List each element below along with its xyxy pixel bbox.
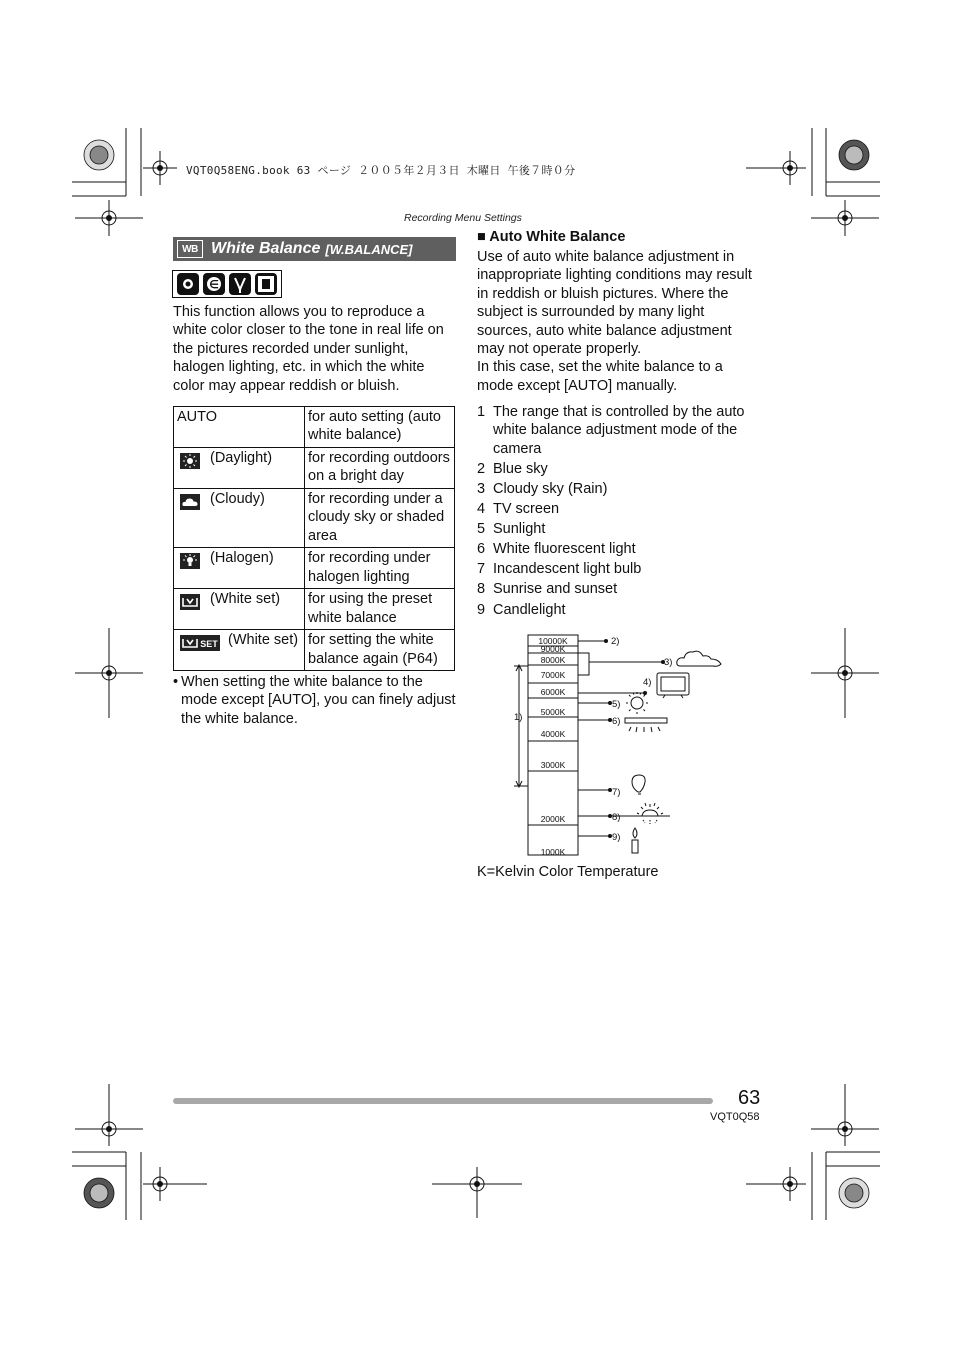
pointer-label: 4) xyxy=(643,677,652,688)
white-balance-table xyxy=(173,406,455,671)
kelvin-label: 1000K xyxy=(540,847,566,857)
kelvin-label: 2000K xyxy=(540,814,566,824)
list-item: 4 TV screen xyxy=(477,501,560,518)
section-subtitle: [W.BALANCE] xyxy=(325,241,413,257)
mode-description: for recording under a cloudy sky or shaded area xyxy=(308,491,445,544)
sunrise-pictogram xyxy=(637,803,663,824)
auto-wb-para1: Use of auto white balance adjustment in inappropriate lighting conditions may result in reddish or bluish pictures. Where the subject is surrounded by many light sources, auto white balance adjustment may not operate properly. xyxy=(477,249,752,358)
mode-description: for using the preset white balance xyxy=(308,591,433,626)
running-head: Recording Menu Settings xyxy=(404,212,522,224)
kelvin-label: 6000K xyxy=(540,687,566,697)
svg-text:∈: ∈ xyxy=(209,279,219,291)
cloud-icon xyxy=(180,494,200,510)
fluorescent-pictogram xyxy=(625,718,667,732)
kelvin-label: 8000K xyxy=(540,655,566,665)
white-balance-icon: WB xyxy=(177,240,203,258)
kelvin-label: 9000K xyxy=(540,644,566,654)
pointer-label: 8) xyxy=(612,812,621,823)
mode-description: for recording outdoors on a bright day xyxy=(308,450,450,485)
mode-description: for auto setting (auto white balance) xyxy=(308,409,441,444)
tv-pictogram xyxy=(657,673,689,698)
list-item: 8 Sunrise and sunset xyxy=(477,581,618,598)
pointer-label: 3) xyxy=(664,657,673,668)
kelvin-label: 3000K xyxy=(540,760,566,770)
list-item: 7 Incandescent light bulb xyxy=(477,561,642,578)
pointer-label: 7) xyxy=(612,787,621,798)
list-item: 1 The range that is controlled by the auto white balance adjustment mode of the camera xyxy=(477,404,745,457)
auto-wb-heading: ■ Auto White Balance xyxy=(477,229,626,245)
model-code: VQT0Q58 xyxy=(710,1111,760,1123)
kelvin-label: 5000K xyxy=(540,707,566,717)
print-info: VQT0Q58ENG.book 63 ページ ２００５年２月３日 木曜日 午後７時０分 xyxy=(186,164,576,177)
table-row xyxy=(174,407,455,448)
table-row xyxy=(174,630,455,671)
mode-label: (Halogen) xyxy=(210,550,274,567)
table-row xyxy=(174,589,455,630)
auto-wb-body xyxy=(477,248,763,395)
halogen-icon xyxy=(180,553,200,569)
note-text: When setting the white balance to the mode except [AUTO], you can finely adjust the white balance. xyxy=(181,674,456,727)
mode-label: (White set) xyxy=(228,632,299,649)
list-item: 3 Cloudy sky (Rain) xyxy=(477,481,608,497)
intro-text: This function allows you to reproduce a white color closer to the tone in real life on the pictures recorded under sunlight, halogen lighting, etc. in which the white color may appear reddish or bluish. xyxy=(173,304,444,394)
mode-description: for recording under halogen lighting xyxy=(308,550,431,585)
list-item: 6 White fluorescent light xyxy=(477,541,636,558)
list-item: 5 Sunlight xyxy=(477,521,546,538)
list-item: 2 Blue sky xyxy=(477,460,548,477)
table-row xyxy=(174,489,455,548)
mode-description: for setting the white balance again (P64) xyxy=(308,632,438,667)
footer-rule xyxy=(173,1098,713,1104)
auto-wb-para2: In this case, set the white balance to a mode except [AUTO] manually. xyxy=(477,359,723,394)
pointer-label: 9) xyxy=(612,832,621,843)
mode-label: (White set) xyxy=(210,591,281,608)
bullet: • xyxy=(173,674,179,690)
sun-icon xyxy=(180,453,200,469)
pointer-label: 2) xyxy=(611,636,620,647)
page-number: 63 xyxy=(738,1087,761,1109)
kelvin-label: 7000K xyxy=(540,670,566,680)
candle-pictogram xyxy=(632,828,638,853)
mode-icons-strip xyxy=(177,273,281,295)
pointer-label: 6) xyxy=(612,716,621,727)
section-title: White Balance xyxy=(211,240,321,257)
legend-list xyxy=(477,403,763,619)
list-item: 9 Candlelight xyxy=(477,601,566,618)
mode-label: AUTO xyxy=(177,409,218,425)
range-label: 1) xyxy=(514,712,523,723)
mode-label: (Daylight) xyxy=(210,450,273,466)
cloud-pictogram xyxy=(677,651,721,666)
note xyxy=(173,673,457,728)
white-set-set-icon xyxy=(180,635,220,651)
kelvin-label: 10000K xyxy=(538,636,568,646)
bulb-pictogram xyxy=(632,775,645,794)
section-title-bar xyxy=(173,237,456,261)
pointer-label: 5) xyxy=(612,699,621,710)
kelvin-note: K=Kelvin Color Temperature xyxy=(477,864,659,880)
available-modes xyxy=(172,270,282,298)
color-temperature-diagram xyxy=(505,630,735,862)
mode-label: (Cloudy) xyxy=(210,491,265,507)
table-row xyxy=(174,548,455,589)
white-set-icon xyxy=(180,594,200,610)
svg-text:SET: SET xyxy=(200,639,218,650)
table-row xyxy=(174,448,455,489)
kelvin-label: 4000K xyxy=(540,729,566,739)
sun-pictogram xyxy=(626,692,648,714)
